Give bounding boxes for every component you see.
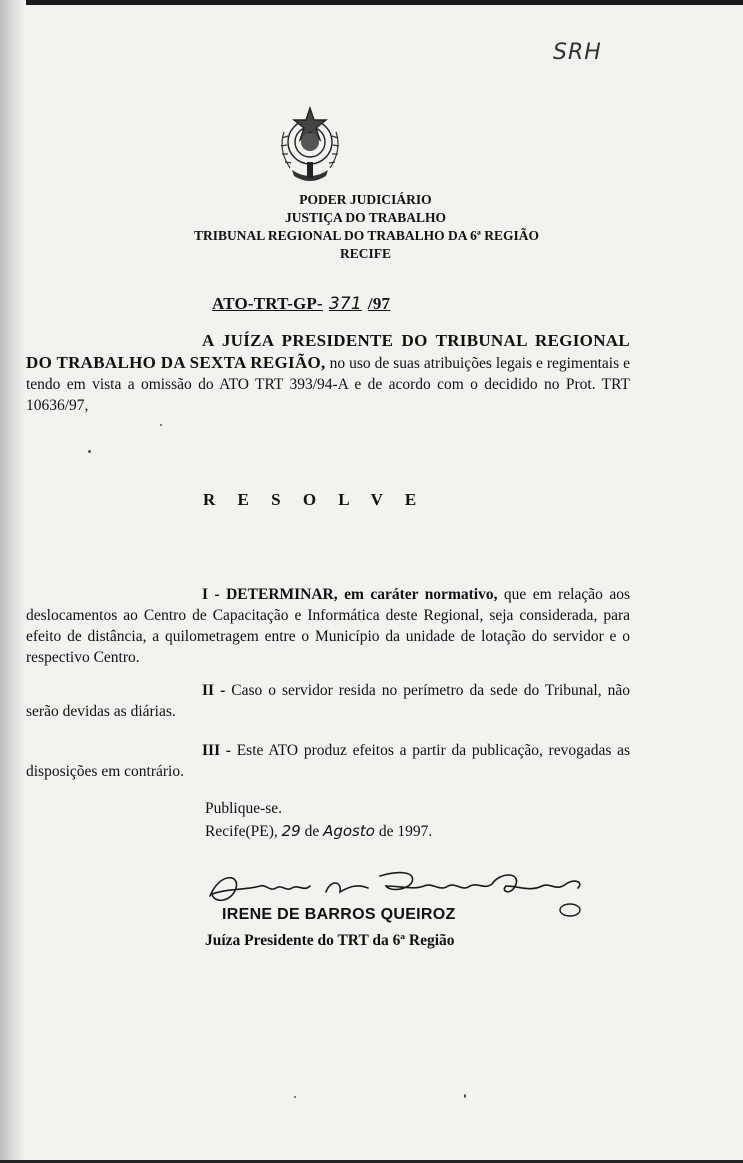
scan-left-shadow [0, 0, 26, 1163]
article-2-text: Caso o servidor resida no perímetro da sede do Tribunal, não serão devidas as diárias. [26, 682, 630, 720]
handwritten-note: SRH [553, 40, 602, 65]
header-line-tribunal: TRIBUNAL REGIONAL DO TRABALHO DA 6ª REGIÃO [193, 228, 540, 243]
scan-speck [294, 1096, 296, 1098]
date-month: Agosto [323, 822, 375, 840]
article-2-lead: II - [202, 682, 226, 699]
signer-role: Juíza Presidente do TRT da 6ª Região [205, 932, 455, 949]
act-prefix: ATO-TRT-GP- [212, 294, 323, 313]
scan-top-edge [0, 0, 743, 5]
date-day: 29 [281, 822, 301, 840]
signer-name: IRENE DE BARROS QUEIROZ [222, 906, 456, 923]
act-number: 371 [328, 294, 362, 314]
header-line-city: RECIFE [339, 246, 391, 261]
article-3-text: Este ATO produz efeitos a partir da publicação, revogadas as disposições em contrário. [26, 742, 630, 780]
date-line [205, 822, 432, 841]
coat-of-arms-emblem [270, 102, 350, 190]
article-3-lead: III - [202, 742, 231, 759]
date-de: de [304, 823, 320, 840]
date-year: de 1997. [378, 823, 433, 840]
intro-lead: A JUÍZA PRESIDENTE DO TRIBUNAL REGIONAL DO TRABALHO DA SEXTA REGIÃO, [26, 331, 630, 372]
resolve-heading: R E S O L V E [203, 490, 426, 509]
date-place: Recife(PE), [205, 823, 278, 840]
intro-text: no uso de suas atribuições legais e regimentais e tendo em vista a omissão do ATO TRT 393/94-A e de acordo com o decidido no Prot. TRT 10636/97, [26, 355, 630, 414]
act-suffix: /97 [367, 294, 391, 313]
publish-line: Publique-se. [205, 800, 283, 817]
article-1-text: que em relação aos deslocamentos ao Centro de Capacitação e Informática deste Regional, seja considerada, para efeito de distância, a quilometragem entre o Município da unidade de lotação do servidor e o respectivo Centro. [26, 586, 630, 666]
article-1 [26, 584, 630, 668]
header-line-judiciary: PODER JUDICIÁRIO [299, 192, 432, 207]
article-1-lead: I - DETERMINAR, em caráter normativo, [202, 586, 498, 603]
article-3 [26, 740, 630, 782]
article-2 [26, 680, 630, 722]
act-number-title [212, 294, 390, 314]
scan-speck [464, 1094, 466, 1098]
scan-speck [88, 450, 91, 453]
intro-paragraph [26, 330, 630, 416]
header-line-labor-justice: JUSTIÇA DO TRABALHO [284, 210, 447, 225]
scan-speck [160, 424, 162, 426]
